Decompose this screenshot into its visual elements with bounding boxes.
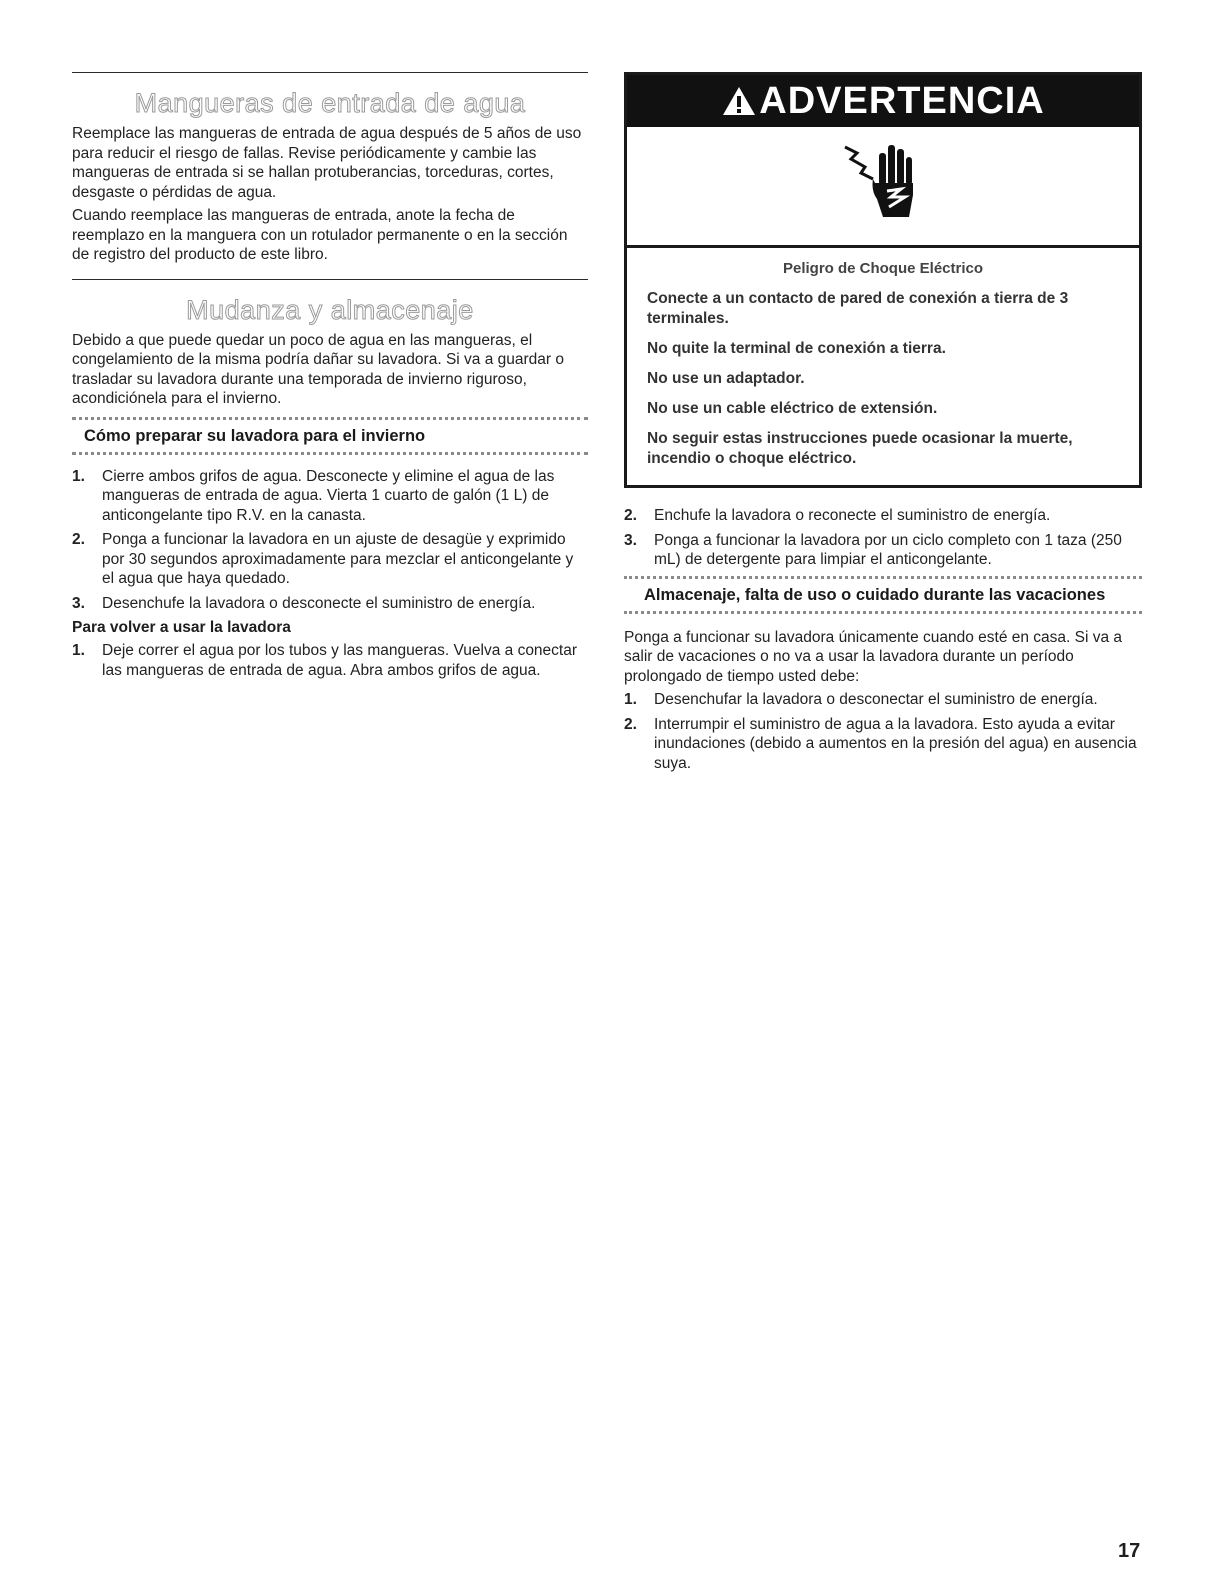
dotted-divider [624,611,1142,614]
warning-line: No quite la terminal de conexión a tierra. [647,340,946,357]
warning-box [624,72,1142,488]
section-divider [72,279,588,280]
warning-line: No use un adaptador. [647,370,805,387]
list-item: 2. Enchufe la lavadora o reconecte el suministro de energía. [624,507,1051,524]
warning-line: Conecte a un contacto de pared de conexión a tierra de 3 terminales. [647,290,1069,327]
section-divider [72,72,588,73]
right-column [624,72,1142,778]
winter-heading: Cómo preparar su lavadora para el invierno [84,426,426,445]
warning-header [627,75,1139,127]
section-title-moving: Mudanza y almacenaje [186,294,474,325]
list-item: 3. Desenchufe la lavadora o desconecte el suministro de energía. [72,594,536,612]
warning-icon-row [627,127,1139,248]
reuse-steps-continued [624,506,1142,570]
moving-paragraph: Debido a que puede quedar un poco de agua en las mangueras, el congelamiento de la misma podría dañar su lavadora. Si va a guardar o trasladar su lavadora durante una temporada de invierno riguroso, acondiciónela para el invierno. [72,331,564,407]
dotted-divider [72,417,588,420]
list-item: 3. Ponga a funcionar la lavadora por un ciclo completo con 1 taza (250 mL) de detergente para limpiar el anticongelante. [624,531,1122,568]
reuse-steps-list [72,641,588,680]
section-title-hoses: Mangueras de entrada de agua [134,88,526,118]
hoses-paragraph-1: Reemplace las mangueras de entrada de agua después de 5 años de uso para reducir el riesgo de fallas. Revise periódicamente y cambie las mangueras de entrada si se hallan protuberancias, torceduras, cortes, desgaste o pérdidas de agua. [72,125,582,201]
page-number: 17 [1118,1540,1141,1562]
vacation-steps-list [624,690,1142,773]
list-item: 1. Desenchufar la lavadora o desconectar el suministro de energía. [624,691,1098,708]
reuse-heading: Para volver a usar la lavadora [72,619,291,636]
dotted-divider [624,576,1142,579]
warning-line: No use un cable eléctrico de extensión. [647,400,938,417]
dotted-divider [72,452,588,455]
hazard-label: Peligro de Choque Eléctrico [782,260,984,277]
warning-title: ADVERTENCIA [759,79,1045,122]
warning-line: No seguir estas instrucciones puede ocasionar la muerte, incendio o choque eléctrico. [647,430,1073,467]
list-item: 1. Deje correr el agua por los tubos y las mangueras. Vuelva a conectar las mangueras de entrada de agua. Abra ambos grifos de agua. [72,642,578,679]
list-item: 2. Interrumpir el suministro de agua a la lavadora. Esto ayuda a evitar inundaciones (debido a aumentos en la presión del agua) en ausencia suya. [624,715,1137,772]
winter-steps-list [72,467,588,614]
list-item: 2. Ponga a funcionar la lavadora en un ajuste de desagüe y exprimido por 30 segundos aproximadamente para mezclar el anticongelante y el agua que haya quedado. [72,531,574,587]
list-item: 1. Cierre ambos grifos de agua. Desconecte y elimine el agua de las mangueras de entrada de agua. Vierta 1 cuarto de galón (1 L) de anticongelante tipo R.V. en la canasta. [72,467,555,524]
warning-body [627,248,1139,485]
vacation-heading: Almacenaje, falta de uso o cuidado durante las vacaciones [644,585,1106,604]
warning-triangle-icon [721,85,757,117]
vacation-paragraph: Ponga a funcionar su lavadora únicamente cuando esté en casa. Si va a salir de vacaciones o no va a usar la lavadora durante un período prolongado de tiempo usted debe: [624,628,1123,685]
electric-shock-hand-icon [843,139,923,234]
hoses-paragraph-2: Cuando reemplace las mangueras de entrada, anote la fecha de reemplazo en la manguera con un rotulador permanente o en la sección de registro del producto de este libro. [72,207,568,263]
left-column [72,72,588,685]
